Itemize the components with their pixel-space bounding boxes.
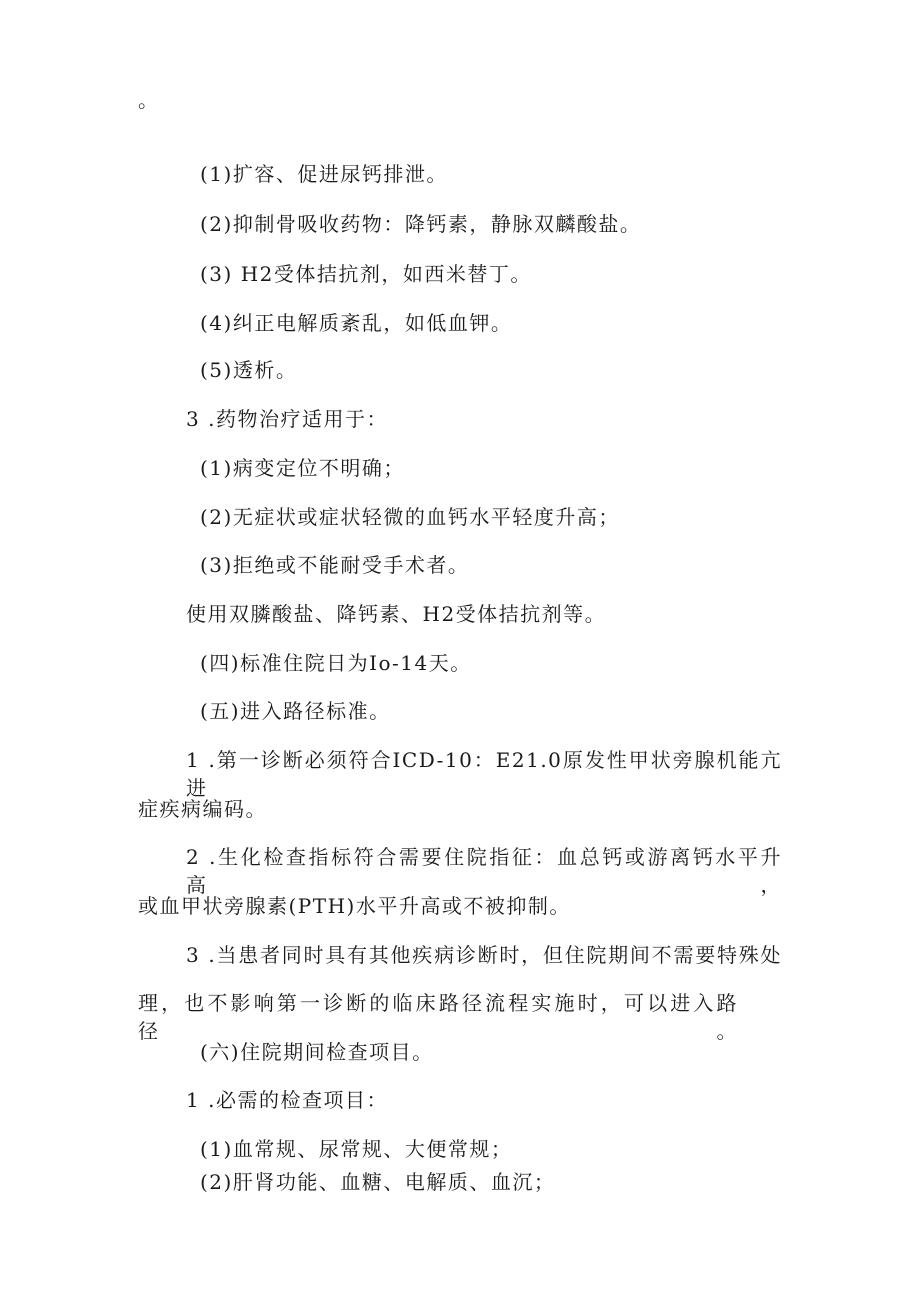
list-item-2: (2)肝肾功能、血糖、电解质、血沉； bbox=[200, 1170, 556, 1194]
list-item-1: (1)扩容、促进尿钙排泄。 bbox=[200, 162, 448, 186]
paragraph-line: 2 .生化检查指标符合需要住院指征：血总钙或游离钙水平升高， bbox=[186, 845, 782, 897]
section-heading-5: (五)进入路径标准。 bbox=[200, 699, 391, 723]
list-item-1: (1)血常规、尿常规、大便常规； bbox=[200, 1137, 513, 1161]
paragraph-line: 理，也不影响第一诊断的临床路径流程实施时，可以进入路径。 bbox=[138, 991, 738, 1043]
section-heading-6: (六)住院期间检查项目。 bbox=[200, 1040, 434, 1064]
list-item-3: (3)拒绝或不能耐受手术者。 bbox=[200, 553, 470, 577]
paragraph-line: 或血甲状旁腺素(PTH)水平升高或不被抑制。 bbox=[138, 894, 571, 918]
paragraph-line: 症疾病编码。 bbox=[138, 797, 267, 821]
list-item-1: (1)病变定位不明确； bbox=[200, 456, 405, 480]
subsection-heading-1: 1 .必需的检查项目： bbox=[186, 1088, 388, 1112]
list-item-2: (2)无症状或症状轻微的血钙水平轻度升高； bbox=[200, 505, 620, 529]
paragraph-line: 使用双膦酸盐、降钙素、H2受体拮抗剂等。 bbox=[186, 602, 607, 626]
text-line-fragment: 。 bbox=[138, 88, 160, 112]
section-heading-4: (四)标准住院日为Io-14天。 bbox=[200, 651, 472, 675]
section-heading-3: 3 .药物治疗适用于： bbox=[186, 407, 388, 431]
list-item-3: (3) H2受体拮抗剂，如西米替丁。 bbox=[200, 262, 532, 286]
paragraph-line: 1 .第一诊断必须符合ICD-10：E21.0原发性甲状旁腺机能亢进 bbox=[186, 748, 782, 800]
list-item-2: (2)抑制骨吸收药物：降钙素，静脉双麟酸盐。 bbox=[200, 212, 642, 236]
paragraph-line: 3 .当患者同时具有其他疾病诊断时，但住院期间不需要特殊处 bbox=[186, 943, 782, 967]
list-item-4: (4)纠正电解质紊乱，如低血钾。 bbox=[200, 311, 513, 335]
list-item-5: (5)透析。 bbox=[200, 358, 298, 382]
